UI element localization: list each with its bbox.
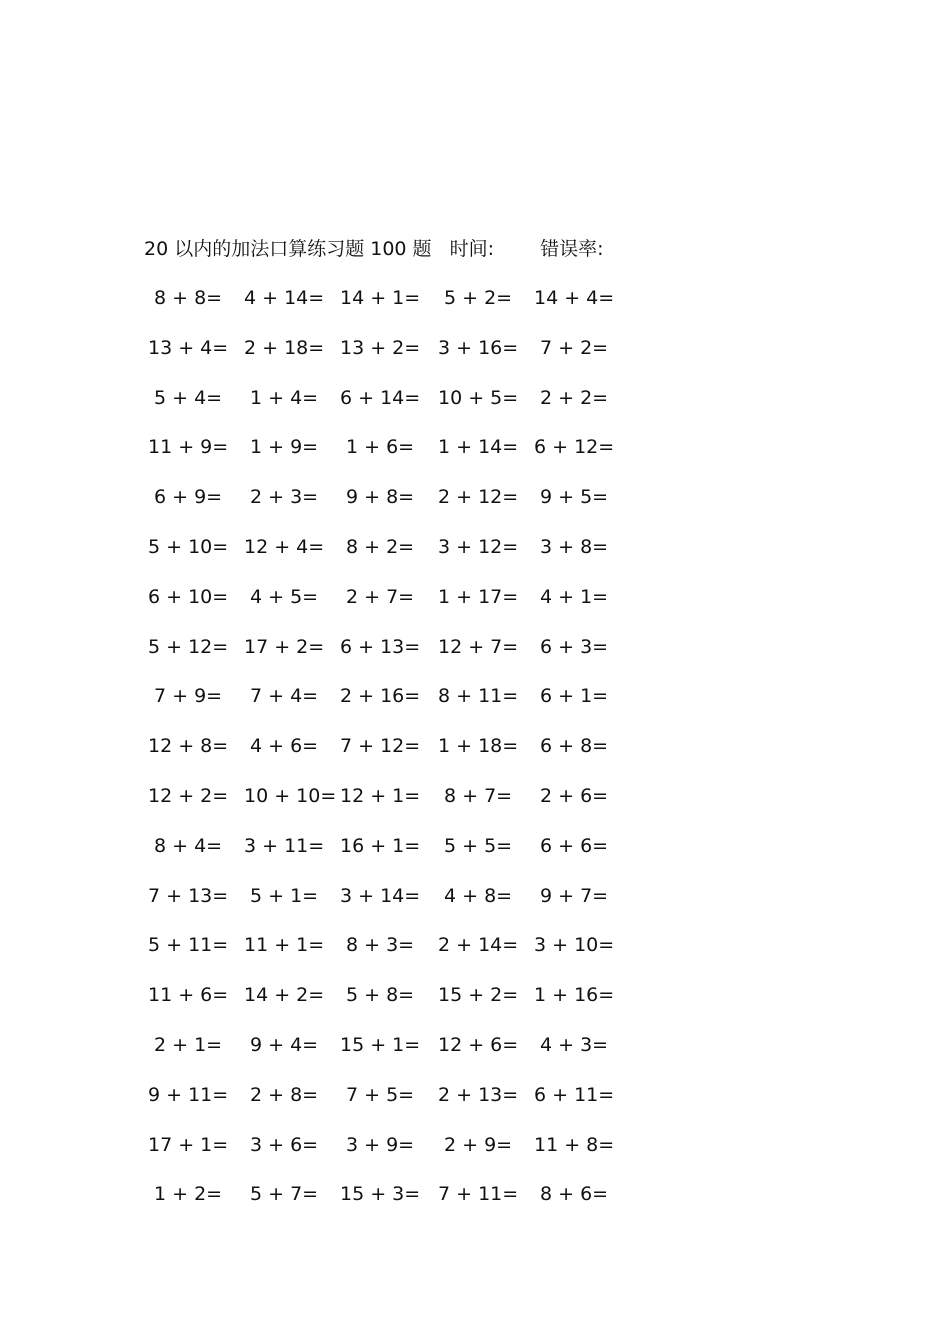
math-problem: 2 + 18= [244, 336, 325, 359]
math-problem: 2 + 16= [340, 685, 421, 708]
math-problem: 3 + 16= [438, 336, 519, 359]
math-problem: 2 + 13= [438, 1083, 519, 1106]
math-problem: 7 + 13= [148, 884, 229, 907]
math-problem: 14 + 4= [534, 287, 615, 309]
math-problem: 14 + 1= [340, 287, 421, 309]
math-problem: 6 + 14= [340, 386, 421, 409]
math-problem: 4 + 5= [250, 585, 319, 608]
math-problem: 1 + 4= [250, 386, 319, 409]
math-problem: 14 + 2= [244, 984, 325, 1007]
math-problem: 1 + 2= [154, 1183, 223, 1206]
math-problem: 2 + 12= [438, 486, 519, 509]
math-problem: 3 + 6= [250, 1133, 319, 1156]
math-problem: 9 + 11= [148, 1083, 229, 1106]
math-problem: 4 + 1= [540, 585, 609, 608]
math-problem: 4 + 8= [444, 884, 513, 907]
math-problem: 5 + 5= [444, 834, 513, 857]
math-problem: 6 + 6= [540, 834, 609, 857]
math-problem: 2 + 9= [444, 1133, 513, 1156]
math-problem: 13 + 2= [340, 336, 421, 359]
math-problem: 3 + 8= [540, 536, 609, 558]
math-problem: 6 + 8= [540, 735, 609, 758]
math-problem: 1 + 16= [534, 984, 615, 1007]
math-problem: 9 + 7= [540, 884, 609, 907]
math-problem: 12 + 7= [438, 635, 519, 658]
math-problem: 12 + 4= [244, 536, 325, 558]
math-problem: 2 + 6= [540, 785, 609, 807]
error-rate-label: 错误率: [540, 238, 604, 260]
math-problem: 2 + 2= [540, 386, 609, 409]
math-problem: 17 + 1= [148, 1133, 229, 1156]
math-problem: 6 + 9= [154, 486, 223, 509]
math-problem: 6 + 1= [540, 685, 609, 708]
math-problem: 3 + 9= [346, 1133, 415, 1156]
math-problem: 5 + 11= [148, 934, 229, 957]
math-problem: 7 + 4= [250, 685, 319, 708]
math-problem: 5 + 7= [250, 1183, 319, 1206]
math-problem: 5 + 2= [444, 287, 513, 309]
math-problem: 5 + 10= [148, 536, 229, 558]
math-problem: 15 + 3= [340, 1183, 421, 1206]
math-problem: 12 + 1= [340, 785, 421, 807]
math-problem: 1 + 14= [438, 436, 519, 459]
math-problem: 6 + 13= [340, 635, 421, 658]
math-problem: 7 + 11= [438, 1183, 519, 1206]
math-problem: 15 + 1= [340, 1034, 421, 1056]
worksheet-header [144, 236, 603, 262]
math-problem: 15 + 2= [438, 984, 519, 1007]
math-problem: 6 + 11= [534, 1083, 615, 1106]
math-problem: 8 + 11= [438, 685, 519, 708]
math-problem: 10 + 5= [438, 386, 519, 409]
math-problem: 6 + 10= [148, 585, 229, 608]
math-problem: 3 + 10= [534, 934, 615, 957]
math-problem: 11 + 6= [148, 984, 229, 1007]
math-problem: 7 + 9= [154, 685, 223, 708]
math-problem: 1 + 9= [250, 436, 319, 459]
math-problem: 3 + 11= [244, 834, 325, 857]
math-problem: 8 + 7= [444, 785, 513, 807]
math-problem: 3 + 12= [438, 536, 519, 558]
math-problem: 5 + 4= [154, 386, 223, 409]
math-problem: 16 + 1= [340, 834, 421, 857]
math-problem: 8 + 4= [154, 834, 223, 857]
math-problem: 9 + 4= [250, 1034, 319, 1056]
math-problem: 4 + 3= [540, 1034, 609, 1056]
math-problem: 9 + 8= [346, 486, 415, 509]
math-problem: 13 + 4= [148, 336, 229, 359]
time-label: 时间: [449, 238, 495, 260]
math-problem: 7 + 12= [340, 735, 421, 758]
math-problem: 4 + 14= [244, 287, 325, 309]
math-problem: 1 + 6= [346, 436, 415, 459]
math-problem: 8 + 2= [346, 536, 415, 558]
math-problem: 8 + 8= [154, 287, 223, 309]
math-problem: 12 + 6= [438, 1034, 519, 1056]
math-problem: 3 + 14= [340, 884, 421, 907]
math-problem: 8 + 6= [540, 1183, 609, 1206]
math-problem: 2 + 7= [346, 585, 415, 608]
math-problem: 2 + 1= [154, 1034, 223, 1056]
math-problem: 11 + 9= [148, 436, 229, 459]
math-problem: 7 + 5= [346, 1083, 415, 1106]
math-problem: 5 + 12= [148, 635, 229, 658]
math-problem: 6 + 3= [540, 635, 609, 658]
math-problem: 1 + 17= [438, 585, 519, 608]
math-problem: 10 + 10= [244, 785, 337, 807]
math-problem: 5 + 1= [250, 884, 319, 907]
math-problem: 8 + 3= [346, 934, 415, 957]
math-problem: 2 + 8= [250, 1083, 319, 1106]
math-problem: 2 + 14= [438, 934, 519, 957]
math-problem: 11 + 1= [244, 934, 325, 957]
math-problem: 5 + 8= [346, 984, 415, 1007]
math-problem: 17 + 2= [244, 635, 325, 658]
math-problem: 12 + 8= [148, 735, 229, 758]
math-problem: 6 + 12= [534, 436, 615, 459]
math-problem: 7 + 2= [540, 336, 609, 359]
math-problem: 11 + 8= [534, 1133, 615, 1156]
math-problem: 9 + 5= [540, 486, 609, 509]
worksheet-title: 20 以内的加法口算练习题 100 题 [144, 238, 432, 260]
math-problem: 1 + 18= [438, 735, 519, 758]
math-problem: 4 + 6= [250, 735, 319, 758]
math-problem: 2 + 3= [250, 486, 319, 509]
math-problem: 12 + 2= [148, 785, 229, 807]
